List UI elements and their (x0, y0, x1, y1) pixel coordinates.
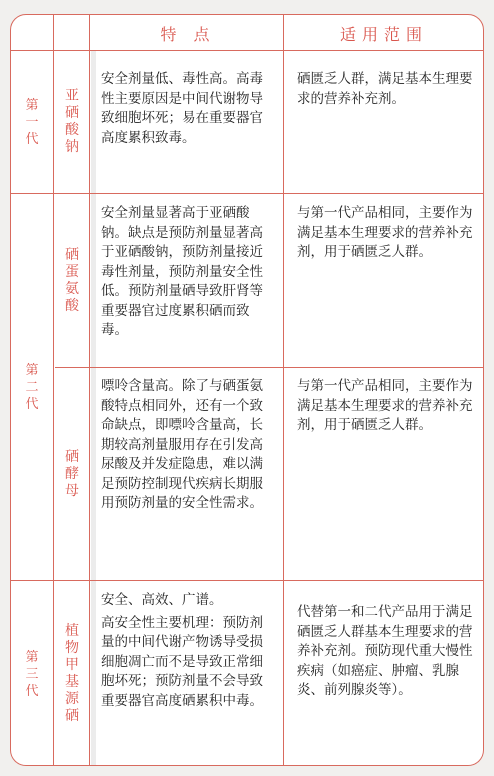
header-features: 特 点 (160, 24, 216, 44)
comparison-table (10, 14, 484, 766)
product-name-plant-methyl-selenium: 植物甲基源硒 (65, 623, 79, 724)
divider (55, 367, 483, 368)
features-detail: 高安全性主要机理：预防剂量的中间代谢产物诱导受损细胞凋亡而不是导致正常细胞坏死；预防剂量不会导致重要器官高度硒累积中毒。 (101, 614, 263, 709)
scope-cell: 硒匮乏人群，满足基本生理要求的营养补充剂。 (297, 71, 473, 107)
product-name-sodium-selenite: 亚硒酸钠 (65, 88, 79, 155)
scope-cell: 代替第一和二代产品用于满足硒匮乏人群基本生理要求的营养补充剂。预防现代重大慢性疾病（如癌症、肿瘤、乳腺炎、前列腺炎等）。 (297, 604, 473, 698)
features-cell (91, 583, 283, 711)
scope-cell: 与第一代产品相同，主要作为满足基本生理要求的营养补充剂，用于硒匮乏人群。 (297, 378, 473, 433)
divider (53, 15, 54, 765)
generation-label-2: 第二代 (25, 362, 39, 412)
product-name-selenomethionine: 硒蛋氨酸 (65, 246, 79, 314)
features-cell: 嘌呤含量高。除了与硒蛋氨酸特点相同外，还有一个致命缺点，即嘌呤含量高，长期较高剂量服用存在引发高尿酸及并发症隐患，难以满足预防控制现代疾病长期服用预防剂量的安全性需求。 (101, 378, 263, 511)
product-name-selenium-yeast: 硒酵母 (65, 448, 79, 499)
generation-label-3: 第三代 (25, 649, 39, 699)
features-cell: 安全剂量低、毒性高。高毒性主要原因是中间代谢物导致细胞坏死；易在重要器官高度累积致毒。 (101, 71, 263, 146)
features-cell: 安全剂量显著高于亚硒酸钠。缺点是预防剂量显著高于亚硒酸钠，预防剂量接近毒性剂量，预防剂量安全性低。预防剂量硒导致肝肾等重要器官过度累积硒而致毒。 (101, 205, 263, 338)
header-scope: 适用范围 (339, 24, 428, 44)
scope-cell: 与第一代产品相同，主要作为满足基本生理要求的营养补充剂，用于硒匮乏人群。 (297, 205, 473, 260)
generation-label-1: 第一代 (25, 97, 39, 147)
divider (89, 15, 90, 765)
features-summary: 安全、高效、广谱。 (101, 592, 223, 608)
divider (283, 15, 284, 765)
